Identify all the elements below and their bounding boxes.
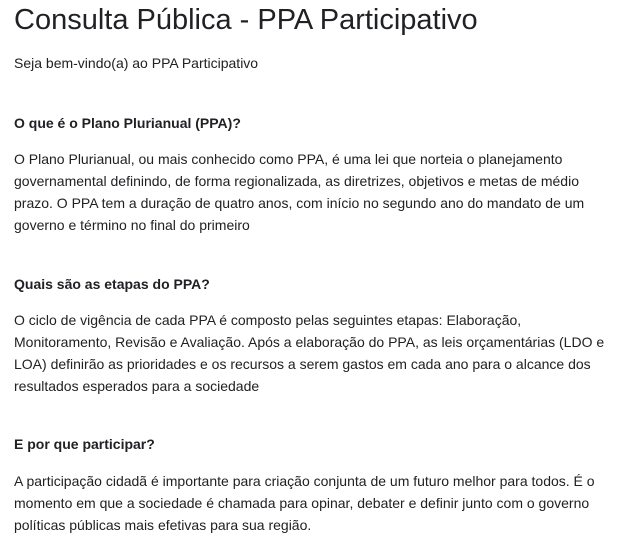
section-heading-why-participate: E por que participar? xyxy=(14,436,155,452)
section-body-ppa-stages: O ciclo de vigência de cada PPA é composto pelas seguintes etapas: Elaboração, Monitoramento, Revisão e Avaliação. Após a elaboração do PPA, as leis orçamentárias (LDO e LOA) definirão as prioridades e os recursos a serem gastos em cada ano para o alcance dos resultados esperados para a sociedade xyxy=(14,312,605,394)
section-heading-ppa-stages: Quais são as etapas do PPA? xyxy=(14,276,210,292)
page-title: Consulta Pública - PPA Participativo xyxy=(14,4,478,36)
welcome-text: Seja bem-vindo(a) ao PPA Participativo xyxy=(14,55,259,71)
section-body-why-participate: A participação cidadã é importante para criação conjunta de um futuro melhor para todos. É o momento em que a sociedade é chamada para opinar, debater e definir junto com o governo políticas públicas mais efetivas para sua região. xyxy=(14,473,595,533)
section-body-what-is-ppa: O Plano Plurianual, ou mais conhecido como PPA, é uma lei que norteia o planejamento governamental definindo, de forma regionalizada, as diretrizes, objetivos e metas de médio prazo. O PPA tem a duração de quatro anos, com início no segundo ano do mandato de um governo e término no final do primeiro xyxy=(14,151,585,233)
section-heading-what-is-ppa: O que é o Plano Plurianual (PPA)? xyxy=(14,115,241,131)
